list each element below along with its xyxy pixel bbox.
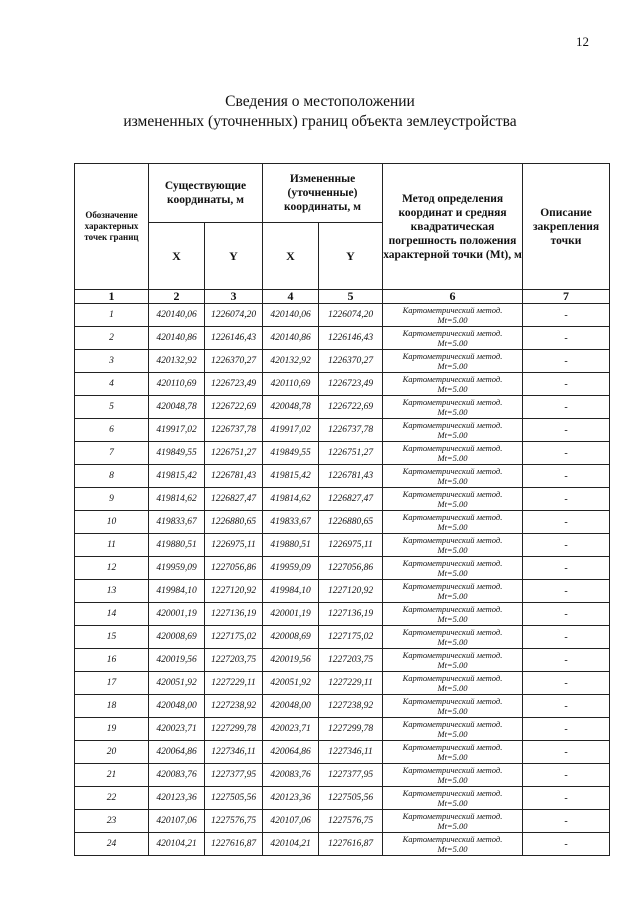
page-number: 12 [576, 34, 589, 49]
mt-value: Mt=5.00 [437, 476, 468, 486]
description-cell: - [523, 419, 610, 442]
point-number-cell: 2 [75, 327, 149, 350]
method-text: Картометрический метод. [402, 305, 503, 315]
changed-x-cell: 419959,09 [263, 557, 319, 580]
existing-y-cell: 1227175,02 [205, 626, 263, 649]
changed-y-cell: 1226722,69 [319, 396, 383, 419]
existing-x-cell: 419833,67 [149, 511, 205, 534]
point-number-cell: 6 [75, 419, 149, 442]
table-row [75, 603, 610, 626]
method-text: Картометрический метод. [402, 719, 503, 729]
method-cell [383, 810, 523, 833]
method-cell [383, 833, 523, 856]
header-point-designation: Обозначение характерных точек границ [75, 164, 149, 290]
existing-y-cell: 1227576,75 [205, 810, 263, 833]
existing-y-cell: 1227299,78 [205, 718, 263, 741]
existing-y-cell: 1226975,11 [205, 534, 263, 557]
changed-x-cell: 420048,00 [263, 695, 319, 718]
changed-x-cell: 419833,67 [263, 511, 319, 534]
mt-value: Mt=5.00 [437, 407, 468, 417]
method-cell [383, 626, 523, 649]
description-cell: - [523, 672, 610, 695]
description-cell: - [523, 833, 610, 856]
point-number-cell: 12 [75, 557, 149, 580]
method-text: Картометрический метод. [402, 466, 503, 476]
method-text: Картометрический метод. [402, 834, 503, 844]
table-row [75, 810, 610, 833]
existing-x-cell: 420123,36 [149, 787, 205, 810]
method-cell [383, 304, 523, 327]
column-number: 1 [75, 290, 149, 304]
table-row [75, 764, 610, 787]
existing-y-cell: 1226074,20 [205, 304, 263, 327]
point-number-cell: 15 [75, 626, 149, 649]
header-changed-y: Y [319, 223, 383, 290]
changed-x-cell: 420104,21 [263, 833, 319, 856]
changed-x-cell: 419880,51 [263, 534, 319, 557]
existing-x-cell: 420107,06 [149, 810, 205, 833]
point-number-cell: 4 [75, 373, 149, 396]
existing-y-cell: 1226737,78 [205, 419, 263, 442]
changed-x-cell: 420132,92 [263, 350, 319, 373]
point-number-cell: 19 [75, 718, 149, 741]
method-text: Картометрический метод. [402, 673, 503, 683]
existing-x-cell: 419959,09 [149, 557, 205, 580]
header-changed-x: X [263, 223, 319, 290]
column-number: 5 [319, 290, 383, 304]
point-number-cell: 17 [75, 672, 149, 695]
method-cell [383, 396, 523, 419]
existing-x-cell: 420048,78 [149, 396, 205, 419]
table-row [75, 442, 610, 465]
method-text: Картометрический метод. [402, 397, 503, 407]
method-text: Картометрический метод. [402, 811, 503, 821]
method-cell [383, 741, 523, 764]
description-cell: - [523, 534, 610, 557]
description-cell: - [523, 350, 610, 373]
column-number: 6 [383, 290, 523, 304]
changed-y-cell: 1226975,11 [319, 534, 383, 557]
method-text: Картометрический метод. [402, 512, 503, 522]
mt-value: Mt=5.00 [437, 752, 468, 762]
method-text: Картометрический метод. [402, 742, 503, 752]
changed-y-cell: 1226370,27 [319, 350, 383, 373]
mt-value: Mt=5.00 [437, 568, 468, 578]
description-cell: - [523, 511, 610, 534]
description-cell: - [523, 741, 610, 764]
method-cell [383, 534, 523, 557]
existing-x-cell: 420083,76 [149, 764, 205, 787]
existing-y-cell: 1226827,47 [205, 488, 263, 511]
mt-value: Mt=5.00 [437, 499, 468, 509]
method-cell [383, 580, 523, 603]
description-cell: - [523, 764, 610, 787]
changed-x-cell: 419984,10 [263, 580, 319, 603]
existing-x-cell: 419984,10 [149, 580, 205, 603]
mt-value: Mt=5.00 [437, 338, 468, 348]
method-cell [383, 695, 523, 718]
description-cell: - [523, 603, 610, 626]
existing-y-cell: 1227505,56 [205, 787, 263, 810]
mt-value: Mt=5.00 [437, 361, 468, 371]
point-number-cell: 18 [75, 695, 149, 718]
table-row [75, 465, 610, 488]
changed-y-cell: 1226723,49 [319, 373, 383, 396]
existing-x-cell: 420023,71 [149, 718, 205, 741]
description-cell: - [523, 787, 610, 810]
document-title [0, 92, 640, 132]
changed-y-cell: 1227175,02 [319, 626, 383, 649]
description-cell: - [523, 488, 610, 511]
method-cell [383, 327, 523, 350]
column-number: 7 [523, 290, 610, 304]
changed-y-cell: 1227377,95 [319, 764, 383, 787]
method-text: Картометрический метод. [402, 489, 503, 499]
description-cell: - [523, 557, 610, 580]
description-cell: - [523, 718, 610, 741]
changed-x-cell: 420140,86 [263, 327, 319, 350]
existing-x-cell: 420064,86 [149, 741, 205, 764]
changed-y-cell: 1227136,19 [319, 603, 383, 626]
description-cell: - [523, 649, 610, 672]
mt-value: Mt=5.00 [437, 798, 468, 808]
existing-y-cell: 1227136,19 [205, 603, 263, 626]
mt-value: Mt=5.00 [437, 522, 468, 532]
point-number-cell: 23 [75, 810, 149, 833]
existing-y-cell: 1227120,92 [205, 580, 263, 603]
mt-value: Mt=5.00 [437, 453, 468, 463]
changed-y-cell: 1227238,92 [319, 695, 383, 718]
changed-x-cell: 420083,76 [263, 764, 319, 787]
table-row [75, 649, 610, 672]
mt-value: Mt=5.00 [437, 775, 468, 785]
header-existing-coords: Существующие координаты, м [149, 164, 263, 223]
changed-y-cell: 1226880,65 [319, 511, 383, 534]
description-cell: - [523, 327, 610, 350]
changed-x-cell: 420107,06 [263, 810, 319, 833]
existing-x-cell: 420048,00 [149, 695, 205, 718]
header-existing-y: Y [205, 223, 263, 290]
existing-y-cell: 1227616,87 [205, 833, 263, 856]
method-cell [383, 465, 523, 488]
method-text: Картометрический метод. [402, 765, 503, 775]
point-number-cell: 21 [75, 764, 149, 787]
table-row [75, 534, 610, 557]
changed-x-cell: 420140,06 [263, 304, 319, 327]
table-row [75, 373, 610, 396]
existing-y-cell: 1226722,69 [205, 396, 263, 419]
table-row [75, 718, 610, 741]
column-number-row [75, 290, 610, 304]
table-row [75, 304, 610, 327]
existing-x-cell: 420132,92 [149, 350, 205, 373]
changed-y-cell: 1226737,78 [319, 419, 383, 442]
mt-value: Mt=5.00 [437, 637, 468, 647]
changed-x-cell: 420048,78 [263, 396, 319, 419]
description-cell: - [523, 396, 610, 419]
table-row [75, 419, 610, 442]
changed-y-cell: 1227120,92 [319, 580, 383, 603]
mt-value: Mt=5.00 [437, 384, 468, 394]
point-number-cell: 8 [75, 465, 149, 488]
changed-y-cell: 1226827,47 [319, 488, 383, 511]
point-number-cell: 11 [75, 534, 149, 557]
method-text: Картометрический метод. [402, 627, 503, 637]
method-text: Картометрический метод. [402, 443, 503, 453]
changed-x-cell: 419815,42 [263, 465, 319, 488]
mt-value: Mt=5.00 [437, 545, 468, 555]
changed-y-cell: 1226751,27 [319, 442, 383, 465]
method-cell [383, 787, 523, 810]
changed-y-cell: 1226146,43 [319, 327, 383, 350]
existing-y-cell: 1226751,27 [205, 442, 263, 465]
method-cell [383, 419, 523, 442]
point-number-cell: 1 [75, 304, 149, 327]
method-text: Картометрический метод. [402, 604, 503, 614]
description-cell: - [523, 465, 610, 488]
method-cell [383, 672, 523, 695]
title-line-2: измененных (уточненных) границ объекта землеустройства [123, 113, 517, 130]
method-cell [383, 557, 523, 580]
method-cell [383, 373, 523, 396]
changed-y-cell: 1227203,75 [319, 649, 383, 672]
point-number-cell: 14 [75, 603, 149, 626]
mt-value: Mt=5.00 [437, 614, 468, 624]
table-row [75, 787, 610, 810]
point-number-cell: 3 [75, 350, 149, 373]
method-text: Картометрический метод. [402, 374, 503, 384]
table-row [75, 741, 610, 764]
method-text: Картометрический метод. [402, 351, 503, 361]
point-number-cell: 9 [75, 488, 149, 511]
changed-x-cell: 419814,62 [263, 488, 319, 511]
changed-x-cell: 419849,55 [263, 442, 319, 465]
header-description: Описание закрепления точки [523, 164, 610, 290]
table-row [75, 511, 610, 534]
existing-x-cell: 420140,06 [149, 304, 205, 327]
method-cell [383, 649, 523, 672]
description-cell: - [523, 304, 610, 327]
existing-y-cell: 1226370,27 [205, 350, 263, 373]
changed-x-cell: 420023,71 [263, 718, 319, 741]
method-text: Картометрический метод. [402, 788, 503, 798]
changed-y-cell: 1227616,87 [319, 833, 383, 856]
existing-x-cell: 419880,51 [149, 534, 205, 557]
table-header [75, 164, 610, 304]
existing-y-cell: 1227203,75 [205, 649, 263, 672]
point-number-cell: 20 [75, 741, 149, 764]
existing-y-cell: 1226146,43 [205, 327, 263, 350]
existing-y-cell: 1227346,11 [205, 741, 263, 764]
changed-y-cell: 1227229,11 [319, 672, 383, 695]
existing-y-cell: 1227377,95 [205, 764, 263, 787]
method-text: Картометрический метод. [402, 650, 503, 660]
table-row [75, 350, 610, 373]
column-number: 3 [205, 290, 263, 304]
point-number-cell: 10 [75, 511, 149, 534]
existing-x-cell: 420104,21 [149, 833, 205, 856]
column-number: 4 [263, 290, 319, 304]
existing-x-cell: 420110,69 [149, 373, 205, 396]
point-number-cell: 13 [75, 580, 149, 603]
changed-x-cell: 420051,92 [263, 672, 319, 695]
changed-y-cell: 1227056,86 [319, 557, 383, 580]
header-changed-coords: Измененные (уточненные) координаты, м [263, 164, 383, 223]
existing-y-cell: 1227238,92 [205, 695, 263, 718]
method-cell [383, 442, 523, 465]
mt-value: Mt=5.00 [437, 706, 468, 716]
changed-x-cell: 420110,69 [263, 373, 319, 396]
mt-value: Mt=5.00 [437, 430, 468, 440]
method-cell [383, 350, 523, 373]
changed-x-cell: 420008,69 [263, 626, 319, 649]
method-text: Картометрический метод. [402, 535, 503, 545]
description-cell: - [523, 442, 610, 465]
method-text: Картометрический метод. [402, 581, 503, 591]
header-method: Метод определения координат и средняя квадратическая погрешность положения характерной точки (Mt), м [383, 164, 523, 290]
changed-x-cell: 420064,86 [263, 741, 319, 764]
existing-x-cell: 419849,55 [149, 442, 205, 465]
table-row [75, 626, 610, 649]
table-row [75, 396, 610, 419]
table-row [75, 580, 610, 603]
mt-value: Mt=5.00 [437, 660, 468, 670]
table-body [75, 304, 610, 856]
changed-y-cell: 1226781,43 [319, 465, 383, 488]
changed-y-cell: 1226074,20 [319, 304, 383, 327]
existing-x-cell: 419815,42 [149, 465, 205, 488]
description-cell: - [523, 373, 610, 396]
changed-x-cell: 420123,36 [263, 787, 319, 810]
existing-x-cell: 420008,69 [149, 626, 205, 649]
method-cell [383, 718, 523, 741]
method-text: Картометрический метод. [402, 420, 503, 430]
mt-value: Mt=5.00 [437, 315, 468, 325]
changed-y-cell: 1227299,78 [319, 718, 383, 741]
table-row [75, 695, 610, 718]
mt-value: Mt=5.00 [437, 683, 468, 693]
method-text: Картометрический метод. [402, 558, 503, 568]
point-number-cell: 24 [75, 833, 149, 856]
existing-y-cell: 1227056,86 [205, 557, 263, 580]
existing-x-cell: 420001,19 [149, 603, 205, 626]
changed-x-cell: 420019,56 [263, 649, 319, 672]
changed-x-cell: 420001,19 [263, 603, 319, 626]
point-number-cell: 16 [75, 649, 149, 672]
existing-y-cell: 1226880,65 [205, 511, 263, 534]
point-number-cell: 5 [75, 396, 149, 419]
table-row [75, 327, 610, 350]
description-cell: - [523, 695, 610, 718]
existing-x-cell: 420051,92 [149, 672, 205, 695]
description-cell: - [523, 810, 610, 833]
table-row [75, 833, 610, 856]
mt-value: Mt=5.00 [437, 591, 468, 601]
method-text: Картометрический метод. [402, 328, 503, 338]
coordinates-table [74, 163, 610, 856]
changed-y-cell: 1227576,75 [319, 810, 383, 833]
changed-y-cell: 1227505,56 [319, 787, 383, 810]
header-existing-x: X [149, 223, 205, 290]
description-cell: - [523, 580, 610, 603]
existing-y-cell: 1226723,49 [205, 373, 263, 396]
title-line-1: Сведения о местоположении [225, 93, 415, 110]
table-row [75, 557, 610, 580]
point-number-cell: 22 [75, 787, 149, 810]
existing-x-cell: 420019,56 [149, 649, 205, 672]
table-row [75, 488, 610, 511]
mt-value: Mt=5.00 [437, 821, 468, 831]
description-cell: - [523, 626, 610, 649]
table-row [75, 672, 610, 695]
method-cell [383, 511, 523, 534]
method-cell [383, 603, 523, 626]
method-cell [383, 488, 523, 511]
changed-y-cell: 1227346,11 [319, 741, 383, 764]
method-text: Картометрический метод. [402, 696, 503, 706]
changed-x-cell: 419917,02 [263, 419, 319, 442]
existing-y-cell: 1226781,43 [205, 465, 263, 488]
method-cell [383, 764, 523, 787]
existing-x-cell: 419917,02 [149, 419, 205, 442]
existing-x-cell: 420140,86 [149, 327, 205, 350]
existing-x-cell: 419814,62 [149, 488, 205, 511]
existing-y-cell: 1227229,11 [205, 672, 263, 695]
mt-value: Mt=5.00 [437, 844, 468, 854]
point-number-cell: 7 [75, 442, 149, 465]
mt-value: Mt=5.00 [437, 729, 468, 739]
column-number: 2 [149, 290, 205, 304]
